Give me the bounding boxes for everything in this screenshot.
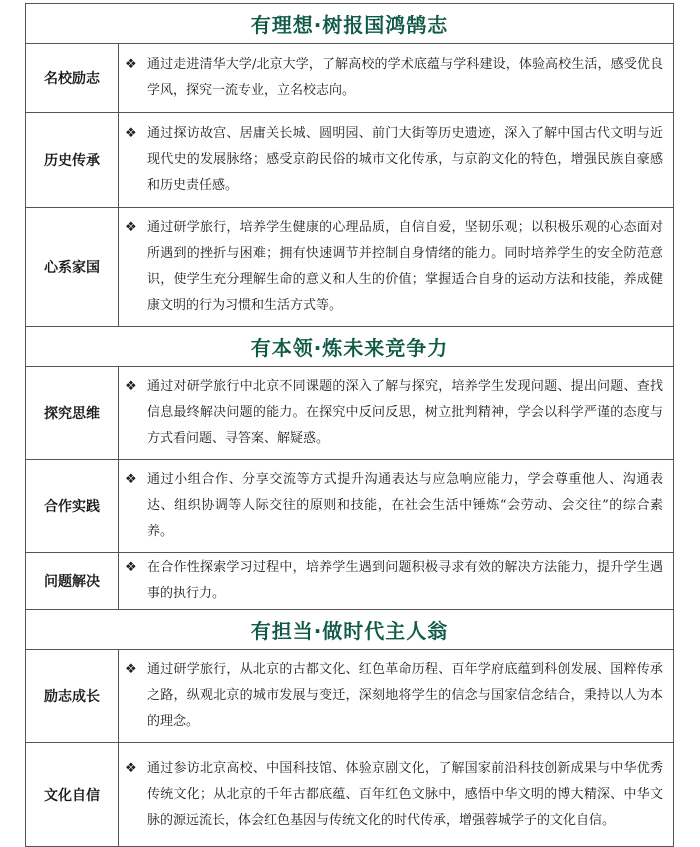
row-label: 合作实践 (26, 460, 119, 553)
row-text: 通过探访故宫、居庸关长城、圆明园、前门大街等历史遗迹，深入了解中国古代文明与近现代史的发展脉络；感受京韵民俗的城市文化传承，与京韵文化的特色，增强民族自豪感和历史责任感。 (147, 126, 664, 193)
row-text: 通过研学旅行，从北京的古都文化、红色革命历程、百年学府底蕴到科创发展、国粹传承之路，纵观北京的城市发展与变迁，深刻地将学生的信念与国家信念结合，秉持以人为本的理念。 (147, 662, 664, 729)
section-title: 有本领·炼未来竞争力 (250, 336, 449, 360)
section-title-cell (26, 4, 674, 44)
table-row (26, 113, 674, 208)
diamond-bullet-icon: ❖ (125, 662, 137, 677)
section-title: 有担当·做时代主人翁 (250, 619, 449, 643)
table-row (26, 44, 674, 113)
row-label: 名校励志 (26, 44, 119, 113)
table-row (26, 650, 674, 743)
row-text: 在合作性探索学习过程中，培养学生遇到问题积极寻求有效的解决方法能力，提升学生遇事的执行力。 (147, 560, 664, 601)
section-header-row (26, 4, 674, 44)
row-label: 心系家国 (26, 208, 119, 327)
row-label: 文化自信 (26, 743, 119, 847)
section-title: 有理想·树报国鸿鹄志 (250, 13, 449, 37)
diamond-bullet-icon: ❖ (125, 379, 137, 394)
row-text: 通过对研学旅行中北京不同课题的深入了解与探究，培养学生发现问题、提出问题、查找信息最终解决问题的能力。在探究中反问反思，树立批判精神，学会以科学严谨的态度与方式看问题、寻答案、解疑惑。 (147, 379, 664, 446)
diamond-bullet-icon: ❖ (125, 472, 137, 487)
row-label: 历史传承 (26, 113, 119, 208)
table-row (26, 208, 674, 327)
diamond-bullet-icon: ❖ (125, 57, 137, 72)
section-header-row (26, 327, 674, 367)
goals-table (25, 3, 674, 847)
row-text: 通过走进清华大学/北京大学，了解高校的学术底蕴与学科建设，体验高校生活，感受优良学风，探究一流专业，立名校志向。 (147, 57, 664, 98)
diamond-bullet-icon: ❖ (125, 220, 137, 235)
row-text: 通过小组合作、分享交流等方式提升沟通表达与应急响应能力，学会尊重他人、沟通表达、组织协调等人际交往的原则和技能，在社会生活中锤炼“会劳动、会交往”的综合素养。 (147, 472, 664, 539)
section-title-cell (26, 610, 674, 650)
diamond-bullet-icon: ❖ (125, 760, 137, 776)
table-row (26, 553, 674, 610)
row-text: 通过参访北京高校、中国科技馆、体验京剧文化，了解国家前沿科技创新成果与中华优秀传统文化；从北京的千年古都底蕴、百年红色文脉中，感悟中华文明的博大精深、中华文脉的源远流长，体会红色基因与传统文化的时代传承，增强蓉城学子的文化自信。 (147, 760, 664, 828)
row-text: 通过研学旅行，培养学生健康的心理品质，自信自爱，坚韧乐观；以积极乐观的心态面对所遇到的挫折与困难；拥有快速调节并控制自身情绪的能力。同时培养学生的安全防范意识，使学生充分理解生命的意义和人生的价值；掌握适合自身的运动方法和技能，养成健康文明的行为习惯和生活方式等。 (147, 220, 664, 313)
row-label: 问题解决 (26, 553, 119, 610)
diamond-bullet-icon: ❖ (125, 126, 137, 141)
table-row (26, 460, 674, 553)
table-row (26, 367, 674, 460)
section-header-row (26, 610, 674, 650)
section-title-cell (26, 327, 674, 367)
row-label: 探究思维 (26, 367, 119, 460)
row-label: 励志成长 (26, 650, 119, 743)
diamond-bullet-icon: ❖ (125, 560, 137, 575)
